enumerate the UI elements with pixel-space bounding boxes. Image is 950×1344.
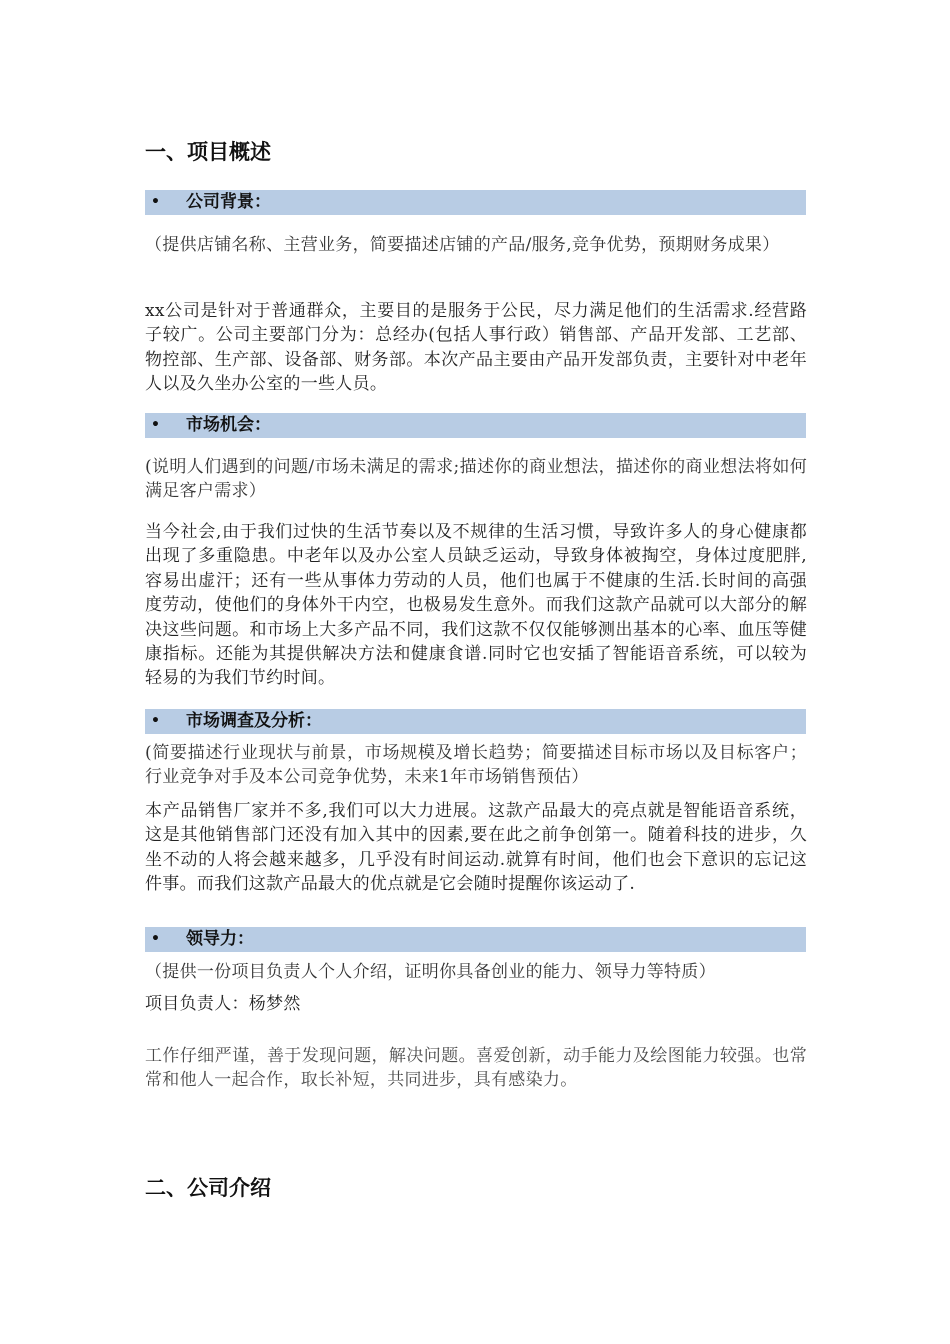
heading-bar-market-opportunity (145, 413, 806, 438)
hint-leadership: （提供一份项目负责人个人介绍，证明你具备创业的能力、领导力等特质） (145, 962, 716, 982)
heading-bar-company-background (145, 190, 806, 215)
project-leader-name: 项目负责人：杨梦然 (145, 994, 301, 1014)
body-company-background: xx公司是针对于普通群众，主要目的是服务于公民，尽力满足他们的生活需求.经营路子较广。公司主要部门分为：总经办(包括人事行政）销售部、产品开发部、工艺部、物控部、生产部、设备部、财务部。本次产品主要由产品开发部负责，主要针对中老年人以及久坐办公室的一些人员。 (145, 301, 807, 395)
heading-market-opportunity: 市场机会： (186, 415, 271, 435)
section-title-company-intro: 二、公司介绍 (145, 1176, 271, 1200)
body-market-research: 本产品销售厂家并不多,我们可以大力进展。这款产品最大的亮点就是智能语音系统，这是其他销售部门还没有加入其中的因素,要在此之前争创第一。随着科技的进步，久坐不动的人将会越来越多，几乎没有时间运动.就算有时间，他们也会下意识的忘记这件事。而我们这款产品最大的优点就是它会随时提醒你该运动了. (145, 801, 807, 895)
bullet-icon: • (151, 713, 160, 729)
bullet-icon: • (151, 417, 160, 433)
hint-market-opportunity: (说明人们遇到的问题/市场未满足的需求;描述你的商业想法，描述你的商业想法将如何满足客户需求） (145, 457, 807, 502)
heading-company-background: 公司背景： (186, 192, 271, 212)
heading-bar-leadership (145, 927, 806, 952)
bullet-icon: • (151, 931, 160, 947)
body-leadership: 工作仔细严谨，善于发现问题，解决问题。喜爱创新，动手能力及绘图能力较强。也常常和他人一起合作，取长补短，共同进步，具有感染力。 (145, 1046, 807, 1091)
section-title-overview: 一、项目概述 (145, 140, 271, 164)
hint-company-background: （提供店铺名称、主营业务，简要描述店铺的产品/服务,竞争优势，预期财务成果） (145, 235, 780, 255)
bullet-icon: • (151, 194, 160, 210)
heading-market-research: 市场调查及分析： (186, 711, 322, 731)
heading-bar-market-research (145, 709, 806, 734)
body-market-opportunity: 当今社会,由于我们过快的生活节奏以及不规律的生活习惯，导致许多人的身心健康都出现了多重隐患。中老年以及办公室人员缺乏运动，导致身体被掏空，身体过度肥胖,容易出虚汗；还有一些从事体力劳动的人员，他们也属于不健康的生活.长时间的高强度劳动，使他们的身体外干内空，也极易发生意外。而我们这款产品就可以大部分的解决这些问题。和市场上大多产品不同，我们这款不仅仅能够测出基本的心率、血压等健康指标。还能为其提供解决方法和健康食谱.同时它也安插了智能语音系统，可以较为轻易的为我们节约时间。 (145, 522, 807, 689)
heading-leadership: 领导力： (186, 929, 254, 949)
hint-market-research: (简要描述行业现状与前景，市场规模及增长趋势；简要描述目标市场以及目标客户；行业竞争对手及本公司竞争优势，未来1年市场销售预估） (145, 743, 807, 788)
